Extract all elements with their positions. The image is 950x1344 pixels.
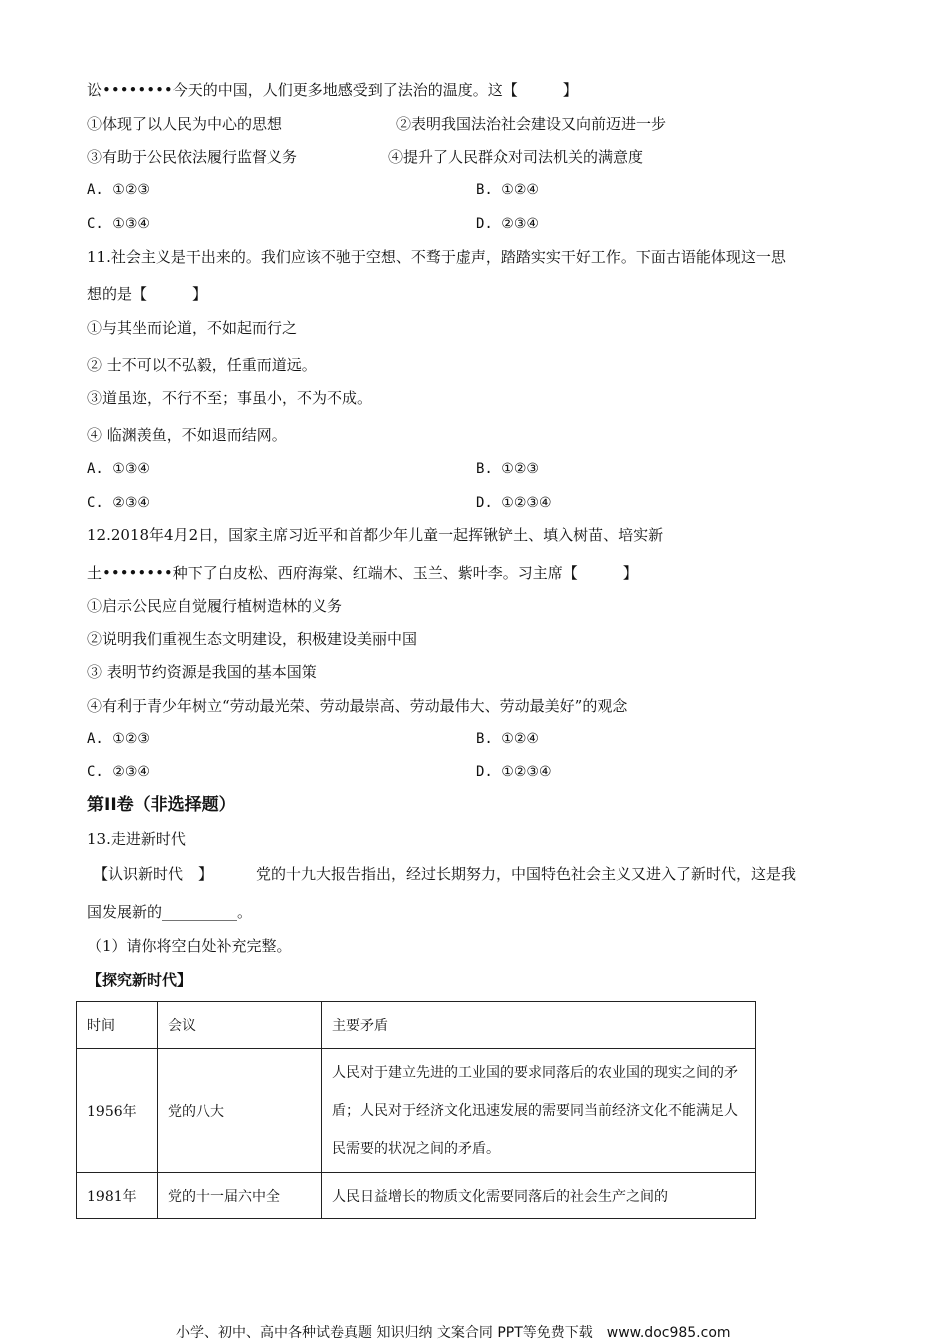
q13-title: 13.走进新时代: [87, 830, 186, 848]
table-cell-contradiction: 人民日益增长的物质文化需要同落后的社会生产之间的: [322, 1173, 756, 1219]
q12-stem-line-2: 土••••••••种下了白皮松、西府海棠、红端木、玉兰、紫叶李。习主席【 】: [87, 564, 638, 582]
q12-statement-3: ③ 表明节约资源是我国的基本国策: [87, 663, 317, 681]
q11-option-c: C. ②③④: [87, 495, 150, 511]
q10-statement-1: ①体现了以人民为中心的思想: [87, 115, 283, 133]
table-header-row: [77, 1002, 756, 1049]
q12-stem-line-1: 12.2018年4月2日，国家主席习近平和首都少年儿童一起挥锹铲土、填入树苗、培实新: [87, 526, 664, 544]
q11-statement-4: ④ 临渊羡鱼，不如退而结网。: [87, 426, 287, 444]
page-footer: 小学、初中、高中各种试卷真题 知识归纳 文案合同 PPT等免费下载 www.doc985.com: [176, 1325, 731, 1341]
q12-option-a: A. ①②③: [87, 731, 150, 747]
table-header-meeting: 会议: [158, 1002, 322, 1049]
q11-option-a: A. ①③④: [87, 461, 150, 477]
q13-intro-body: 党的十九大报告指出，经过长期努力，中国特色社会主义又进入了新时代，这是我: [256, 865, 797, 883]
q13-explore-heading: 【探究新时代】: [87, 971, 193, 989]
q10-statement-2: ②表明我国法治社会建设又向前迈进一步: [396, 115, 667, 133]
q10-option-d: D. ②③④: [476, 216, 539, 232]
q12-statement-4: ④有利于青少年树立“劳动最光荣、劳动最崇高、劳动最伟大、劳动最美好”的观念: [87, 697, 628, 715]
q11-option-b: B. ①②③: [476, 461, 539, 477]
q11-statement-2: ② 士不可以不弘毅，任重而道远。: [87, 356, 317, 374]
table-header-contradiction: 主要矛盾: [322, 1002, 756, 1049]
q12-option-b: B. ①②④: [476, 731, 539, 747]
q10-statement-3: ③有助于公民依法履行监督义务: [87, 148, 298, 166]
table-row: [77, 1049, 756, 1173]
table-cell-meeting: 党的十一届六中全: [158, 1173, 322, 1219]
table-cell-time: 1956年: [77, 1049, 158, 1173]
table-cell-contradiction: 人民对于建立先进的工业国的要求同落后的农业国的现实之间的矛盾；人民对于经济文化迅速发展的需要同当前经济文化不能满足人民需要的状况之间的矛盾。: [322, 1049, 756, 1173]
q13-intro-continuation: 国发展新的__________。: [87, 903, 253, 921]
q13-intro-heading: 【认识新时代 】: [93, 865, 214, 883]
table-header-time: 时间: [77, 1002, 158, 1049]
q10-option-c: C. ①③④: [87, 216, 150, 232]
q11-option-d: D. ①②③④: [476, 495, 552, 511]
q10-option-b: B. ①②④: [476, 182, 539, 198]
q11-statement-1: ①与其坐而论道，不如起而行之: [87, 319, 298, 337]
contradiction-table: [76, 1001, 756, 1219]
q11-stem-line-2: 想的是【 】: [87, 285, 208, 303]
section-2-heading: 第II卷（非选择题）: [87, 795, 236, 815]
q13-subquestion-1: （1）请你将空白处补充完整。: [87, 937, 292, 955]
q12-statement-1: ①启示公民应自觉履行植树造林的义务: [87, 597, 343, 615]
q11-stem-line-1: 11.社会主义是干出来的。我们应该不驰于空想、不骛于虚声，踏踏实实干好工作。下面古语能体现这一思: [87, 248, 786, 266]
table-cell-time: 1981年: [77, 1173, 158, 1219]
table-cell-meeting: 党的八大: [158, 1049, 322, 1173]
table-row: [77, 1173, 756, 1219]
q10-option-a: A. ①②③: [87, 182, 150, 198]
q12-option-c: C. ②③④: [87, 764, 150, 780]
q12-option-d: D. ①②③④: [476, 764, 552, 780]
q10-statement-4: ④提升了人民群众对司法机关的满意度: [388, 148, 644, 166]
q12-statement-2: ②说明我们重视生态文明建设，积极建设美丽中国: [87, 630, 418, 648]
q11-statement-3: ③道虽迩，不行不至；事虽小，不为不成。: [87, 389, 373, 407]
q10-stem-continuation: 讼••••••••今天的中国，人们更多地感受到了法治的温度。这【 】: [87, 81, 578, 99]
